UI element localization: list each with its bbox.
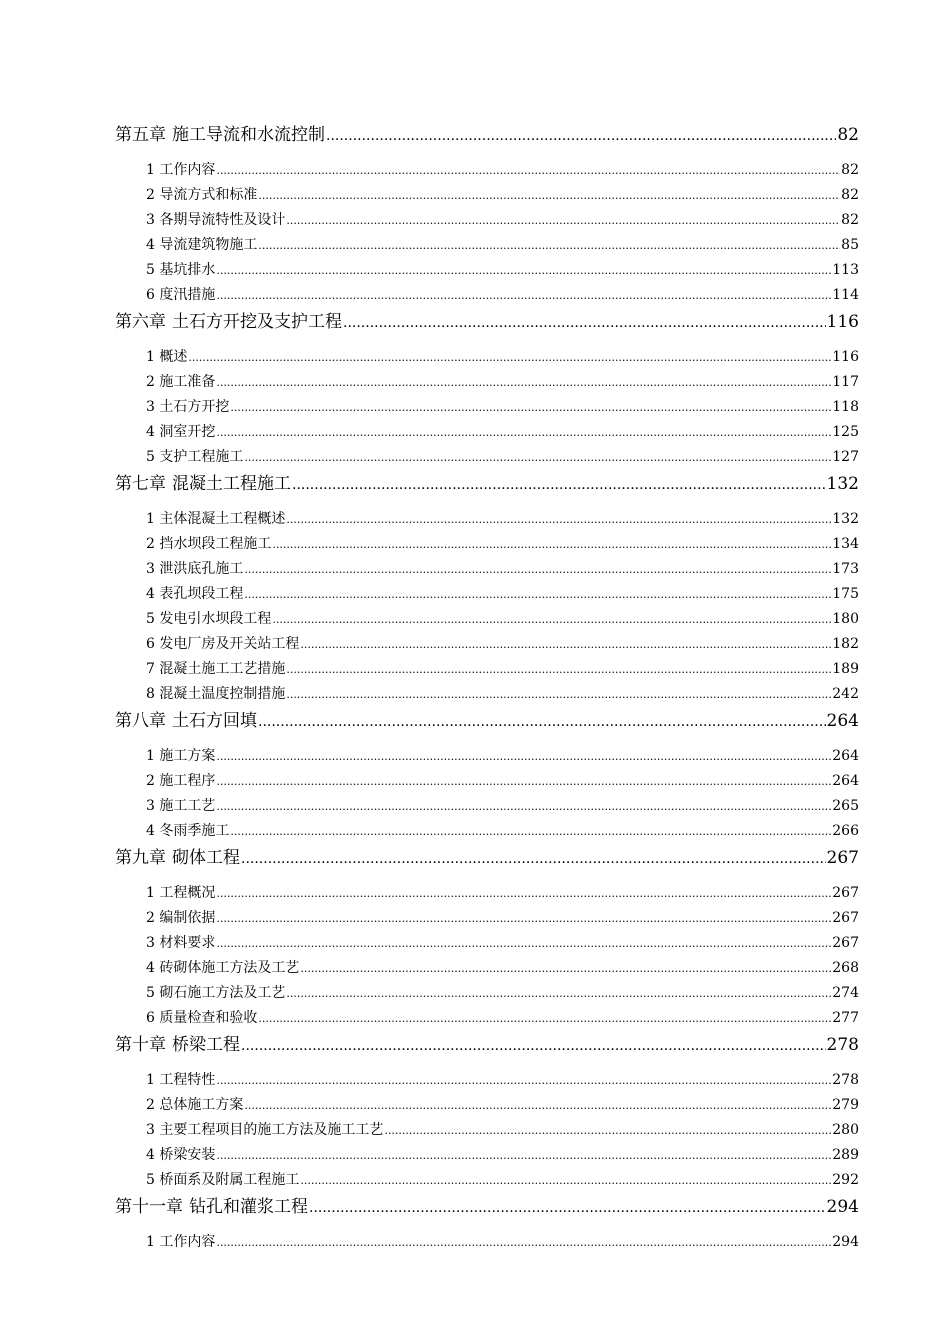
toc-section-entry[interactable] <box>115 582 859 607</box>
toc-section-entry[interactable] <box>115 370 859 395</box>
section-page-number: 82 <box>841 162 859 178</box>
dot-leader <box>272 607 831 632</box>
section-page-number: 264 <box>832 773 859 789</box>
dot-leader <box>292 471 826 499</box>
dot-leader <box>300 632 831 657</box>
section-page-number: 180 <box>832 611 859 627</box>
dot-leader <box>216 420 831 445</box>
dot-leader <box>384 1118 831 1143</box>
toc-section-entry[interactable] <box>115 1118 859 1143</box>
dot-leader <box>216 881 831 906</box>
section-page-number: 173 <box>832 561 859 577</box>
toc-section-entry[interactable] <box>115 794 859 819</box>
chapter-number: 第六章 <box>115 312 166 332</box>
dot-leader <box>343 309 826 337</box>
section-page-number: 266 <box>832 823 859 839</box>
dot-leader <box>286 682 831 707</box>
toc-section-entry[interactable] <box>115 345 859 370</box>
section-label: 3 土石方开挖 <box>146 399 230 415</box>
section-page-number: 267 <box>832 910 859 926</box>
toc-section-entry[interactable] <box>115 769 859 794</box>
section-page-number: 175 <box>832 586 859 602</box>
toc-section-entry[interactable] <box>115 1093 859 1118</box>
section-page-number: 85 <box>841 237 859 253</box>
section-page-number: 274 <box>832 985 859 1001</box>
dot-leader <box>286 507 831 532</box>
chapter-page-number: 82 <box>837 125 859 145</box>
section-label: 5 基坑排水 <box>146 262 216 278</box>
section-label: 1 工作内容 <box>146 1234 216 1250</box>
toc-chapter-entry[interactable] <box>115 707 859 735</box>
dot-leader <box>309 1194 826 1222</box>
section-label: 5 砌石施工方法及工艺 <box>146 985 286 1001</box>
chapter-number: 第五章 <box>115 125 166 145</box>
dot-leader <box>216 158 840 183</box>
section-label: 5 发电引水坝段工程 <box>146 611 272 627</box>
chapter-number: 第七章 <box>115 474 166 494</box>
toc-section-entry[interactable] <box>115 395 859 420</box>
section-label: 4 桥梁安装 <box>146 1147 216 1163</box>
section-page-number: 279 <box>832 1097 859 1113</box>
toc-section-entry[interactable] <box>115 682 859 707</box>
dot-leader <box>216 1143 831 1168</box>
section-page-number: 242 <box>832 686 859 702</box>
chapter-number: 第十一章 <box>115 1197 183 1217</box>
toc-section-entry[interactable] <box>115 1230 859 1255</box>
toc-section-entry[interactable] <box>115 283 859 308</box>
section-label: 1 工作内容 <box>146 162 216 178</box>
section-page-number: 134 <box>832 536 859 552</box>
dot-leader <box>272 532 831 557</box>
toc-section-entry[interactable] <box>115 557 859 582</box>
dot-leader <box>244 1093 831 1118</box>
section-label: 6 发电厂房及开关站工程 <box>146 636 300 652</box>
chapter-page-number: 264 <box>826 711 859 731</box>
section-page-number: 267 <box>832 935 859 951</box>
toc-section-entry[interactable] <box>115 956 859 981</box>
dot-leader <box>241 1032 826 1060</box>
section-label: 3 主要工程项目的施工方法及施工工艺 <box>146 1122 384 1138</box>
section-label: 2 挡水坝段工程施工 <box>146 536 272 552</box>
toc-section-entry[interactable] <box>115 233 859 258</box>
section-page-number: 116 <box>832 349 859 365</box>
section-label: 1 主体混凝土工程概述 <box>146 511 286 527</box>
section-page-number: 268 <box>832 960 859 976</box>
section-label: 1 概述 <box>146 349 188 365</box>
chapter-title: 土石方回填 <box>172 711 257 731</box>
section-label: 7 混凝土施工工艺措施 <box>146 661 286 677</box>
section-page-number: 117 <box>832 374 859 390</box>
toc-section-entry[interactable] <box>115 744 859 769</box>
toc-chapter-entry[interactable] <box>115 1193 859 1221</box>
chapter-number: 第九章 <box>115 848 166 868</box>
section-label: 3 泄洪底孔施工 <box>146 561 244 577</box>
dot-leader <box>286 981 831 1006</box>
chapter-number: 第十章 <box>115 1035 166 1055</box>
section-label: 3 各期导流特性及设计 <box>146 212 286 228</box>
section-label: 4 冬雨季施工 <box>146 823 230 839</box>
dot-leader <box>216 370 831 395</box>
section-page-number: 125 <box>832 424 859 440</box>
chapter-page-number: 267 <box>826 848 859 868</box>
section-label: 3 施工工艺 <box>146 798 216 814</box>
toc-chapter-entry[interactable] <box>115 1031 859 1059</box>
dot-leader <box>216 283 831 308</box>
section-label: 4 表孔坝段工程 <box>146 586 244 602</box>
toc-section-entry[interactable] <box>115 931 859 956</box>
toc-section-entry[interactable] <box>115 607 859 632</box>
section-label: 5 桥面系及附属工程施工 <box>146 1172 300 1188</box>
toc-section-entry[interactable] <box>115 258 859 283</box>
section-page-number: 280 <box>832 1122 859 1138</box>
toc-section-entry[interactable] <box>115 445 859 470</box>
section-page-number: 264 <box>832 748 859 764</box>
toc-section-entry[interactable] <box>115 1168 859 1193</box>
section-page-number: 82 <box>841 187 859 203</box>
dot-leader <box>300 956 831 981</box>
section-page-number: 278 <box>832 1072 859 1088</box>
toc-section-entry[interactable] <box>115 819 859 844</box>
chapter-page-number: 278 <box>826 1035 859 1055</box>
toc-chapter-entry[interactable] <box>115 470 859 498</box>
toc-section-entry[interactable] <box>115 420 859 445</box>
section-page-number: 292 <box>832 1172 859 1188</box>
chapter-label <box>115 844 240 872</box>
dot-leader <box>244 445 831 470</box>
section-label: 1 工程特性 <box>146 1072 216 1088</box>
toc-section-entry[interactable] <box>115 632 859 657</box>
toc-section-entry[interactable] <box>115 657 859 682</box>
dot-leader <box>258 1006 831 1031</box>
toc-chapter-entry[interactable] <box>115 844 859 872</box>
toc-section-entry[interactable] <box>115 158 859 183</box>
section-label: 2 导流方式和标准 <box>146 187 258 203</box>
chapter-label <box>115 121 325 149</box>
section-page-number: 132 <box>832 511 859 527</box>
section-label: 4 导流建筑物施工 <box>146 237 258 253</box>
chapter-title: 钻孔和灌浆工程 <box>189 1197 308 1217</box>
section-label: 3 材料要求 <box>146 935 216 951</box>
section-label: 2 施工程序 <box>146 773 216 789</box>
dot-leader <box>216 906 831 931</box>
section-label: 6 度汛措施 <box>146 287 216 303</box>
dot-leader <box>216 1230 831 1255</box>
chapter-number: 第八章 <box>115 711 166 731</box>
section-page-number: 189 <box>832 661 859 677</box>
dot-leader <box>216 769 831 794</box>
section-page-number: 289 <box>832 1147 859 1163</box>
section-label: 4 洞室开挖 <box>146 424 216 440</box>
section-page-number: 182 <box>832 636 859 652</box>
dot-leader <box>230 819 831 844</box>
section-label: 2 编制依据 <box>146 910 216 926</box>
section-page-number: 277 <box>832 1010 859 1026</box>
chapter-title: 砌体工程 <box>172 848 240 868</box>
section-page-number: 82 <box>841 212 859 228</box>
section-page-number: 127 <box>832 449 859 465</box>
toc-section-entry[interactable] <box>115 1068 859 1093</box>
dot-leader <box>216 744 831 769</box>
toc-section-entry[interactable] <box>115 881 859 906</box>
section-label: 1 工程概况 <box>146 885 216 901</box>
chapter-title: 土石方开挖及支护工程 <box>172 312 342 332</box>
section-page-number: 294 <box>832 1234 859 1250</box>
dot-leader <box>300 1168 831 1193</box>
dot-leader <box>244 557 831 582</box>
dot-leader <box>244 582 831 607</box>
dot-leader <box>216 931 831 956</box>
chapter-label <box>115 470 291 498</box>
section-page-number: 118 <box>832 399 859 415</box>
section-label: 4 砖砌体施工方法及工艺 <box>146 960 300 976</box>
toc-section-entry[interactable] <box>115 1143 859 1168</box>
dot-leader <box>326 122 836 150</box>
dot-leader <box>188 345 831 370</box>
chapter-label <box>115 1031 240 1059</box>
toc-chapter-entry[interactable] <box>115 121 859 149</box>
dot-leader <box>258 183 840 208</box>
toc-section-entry[interactable] <box>115 183 859 208</box>
section-label: 1 施工方案 <box>146 748 216 764</box>
section-label: 8 混凝土温度控制措施 <box>146 686 286 702</box>
dot-leader <box>216 1068 831 1093</box>
dot-leader <box>241 845 826 873</box>
section-label: 2 总体施工方案 <box>146 1097 244 1113</box>
dot-leader <box>216 258 831 283</box>
dot-leader <box>258 233 840 258</box>
section-page-number: 265 <box>832 798 859 814</box>
section-page-number: 113 <box>832 262 859 278</box>
toc-section-entry[interactable] <box>115 208 859 233</box>
chapter-label <box>115 1193 308 1221</box>
chapter-label <box>115 308 342 336</box>
dot-leader <box>258 708 826 736</box>
section-page-number: 114 <box>832 287 859 303</box>
toc-section-entry[interactable] <box>115 532 859 557</box>
chapter-page-number: 132 <box>826 474 859 494</box>
section-page-number: 267 <box>832 885 859 901</box>
chapter-title: 施工导流和水流控制 <box>172 125 325 145</box>
chapter-page-number: 116 <box>826 312 859 332</box>
toc-section-entry[interactable] <box>115 981 859 1006</box>
toc-section-entry[interactable] <box>115 1006 859 1031</box>
toc-chapter-entry[interactable] <box>115 308 859 336</box>
section-label: 6 质量检查和验收 <box>146 1010 258 1026</box>
section-label: 2 施工准备 <box>146 374 216 390</box>
dot-leader <box>216 794 831 819</box>
toc-section-entry[interactable] <box>115 906 859 931</box>
chapter-page-number: 294 <box>826 1197 859 1217</box>
chapter-title: 桥梁工程 <box>172 1035 240 1055</box>
toc-section-entry[interactable] <box>115 507 859 532</box>
table-of-contents <box>115 121 859 1255</box>
chapter-title: 混凝土工程施工 <box>172 474 291 494</box>
chapter-label <box>115 707 257 735</box>
section-label: 5 支护工程施工 <box>146 449 244 465</box>
dot-leader <box>286 208 840 233</box>
dot-leader <box>286 657 831 682</box>
dot-leader <box>230 395 831 420</box>
